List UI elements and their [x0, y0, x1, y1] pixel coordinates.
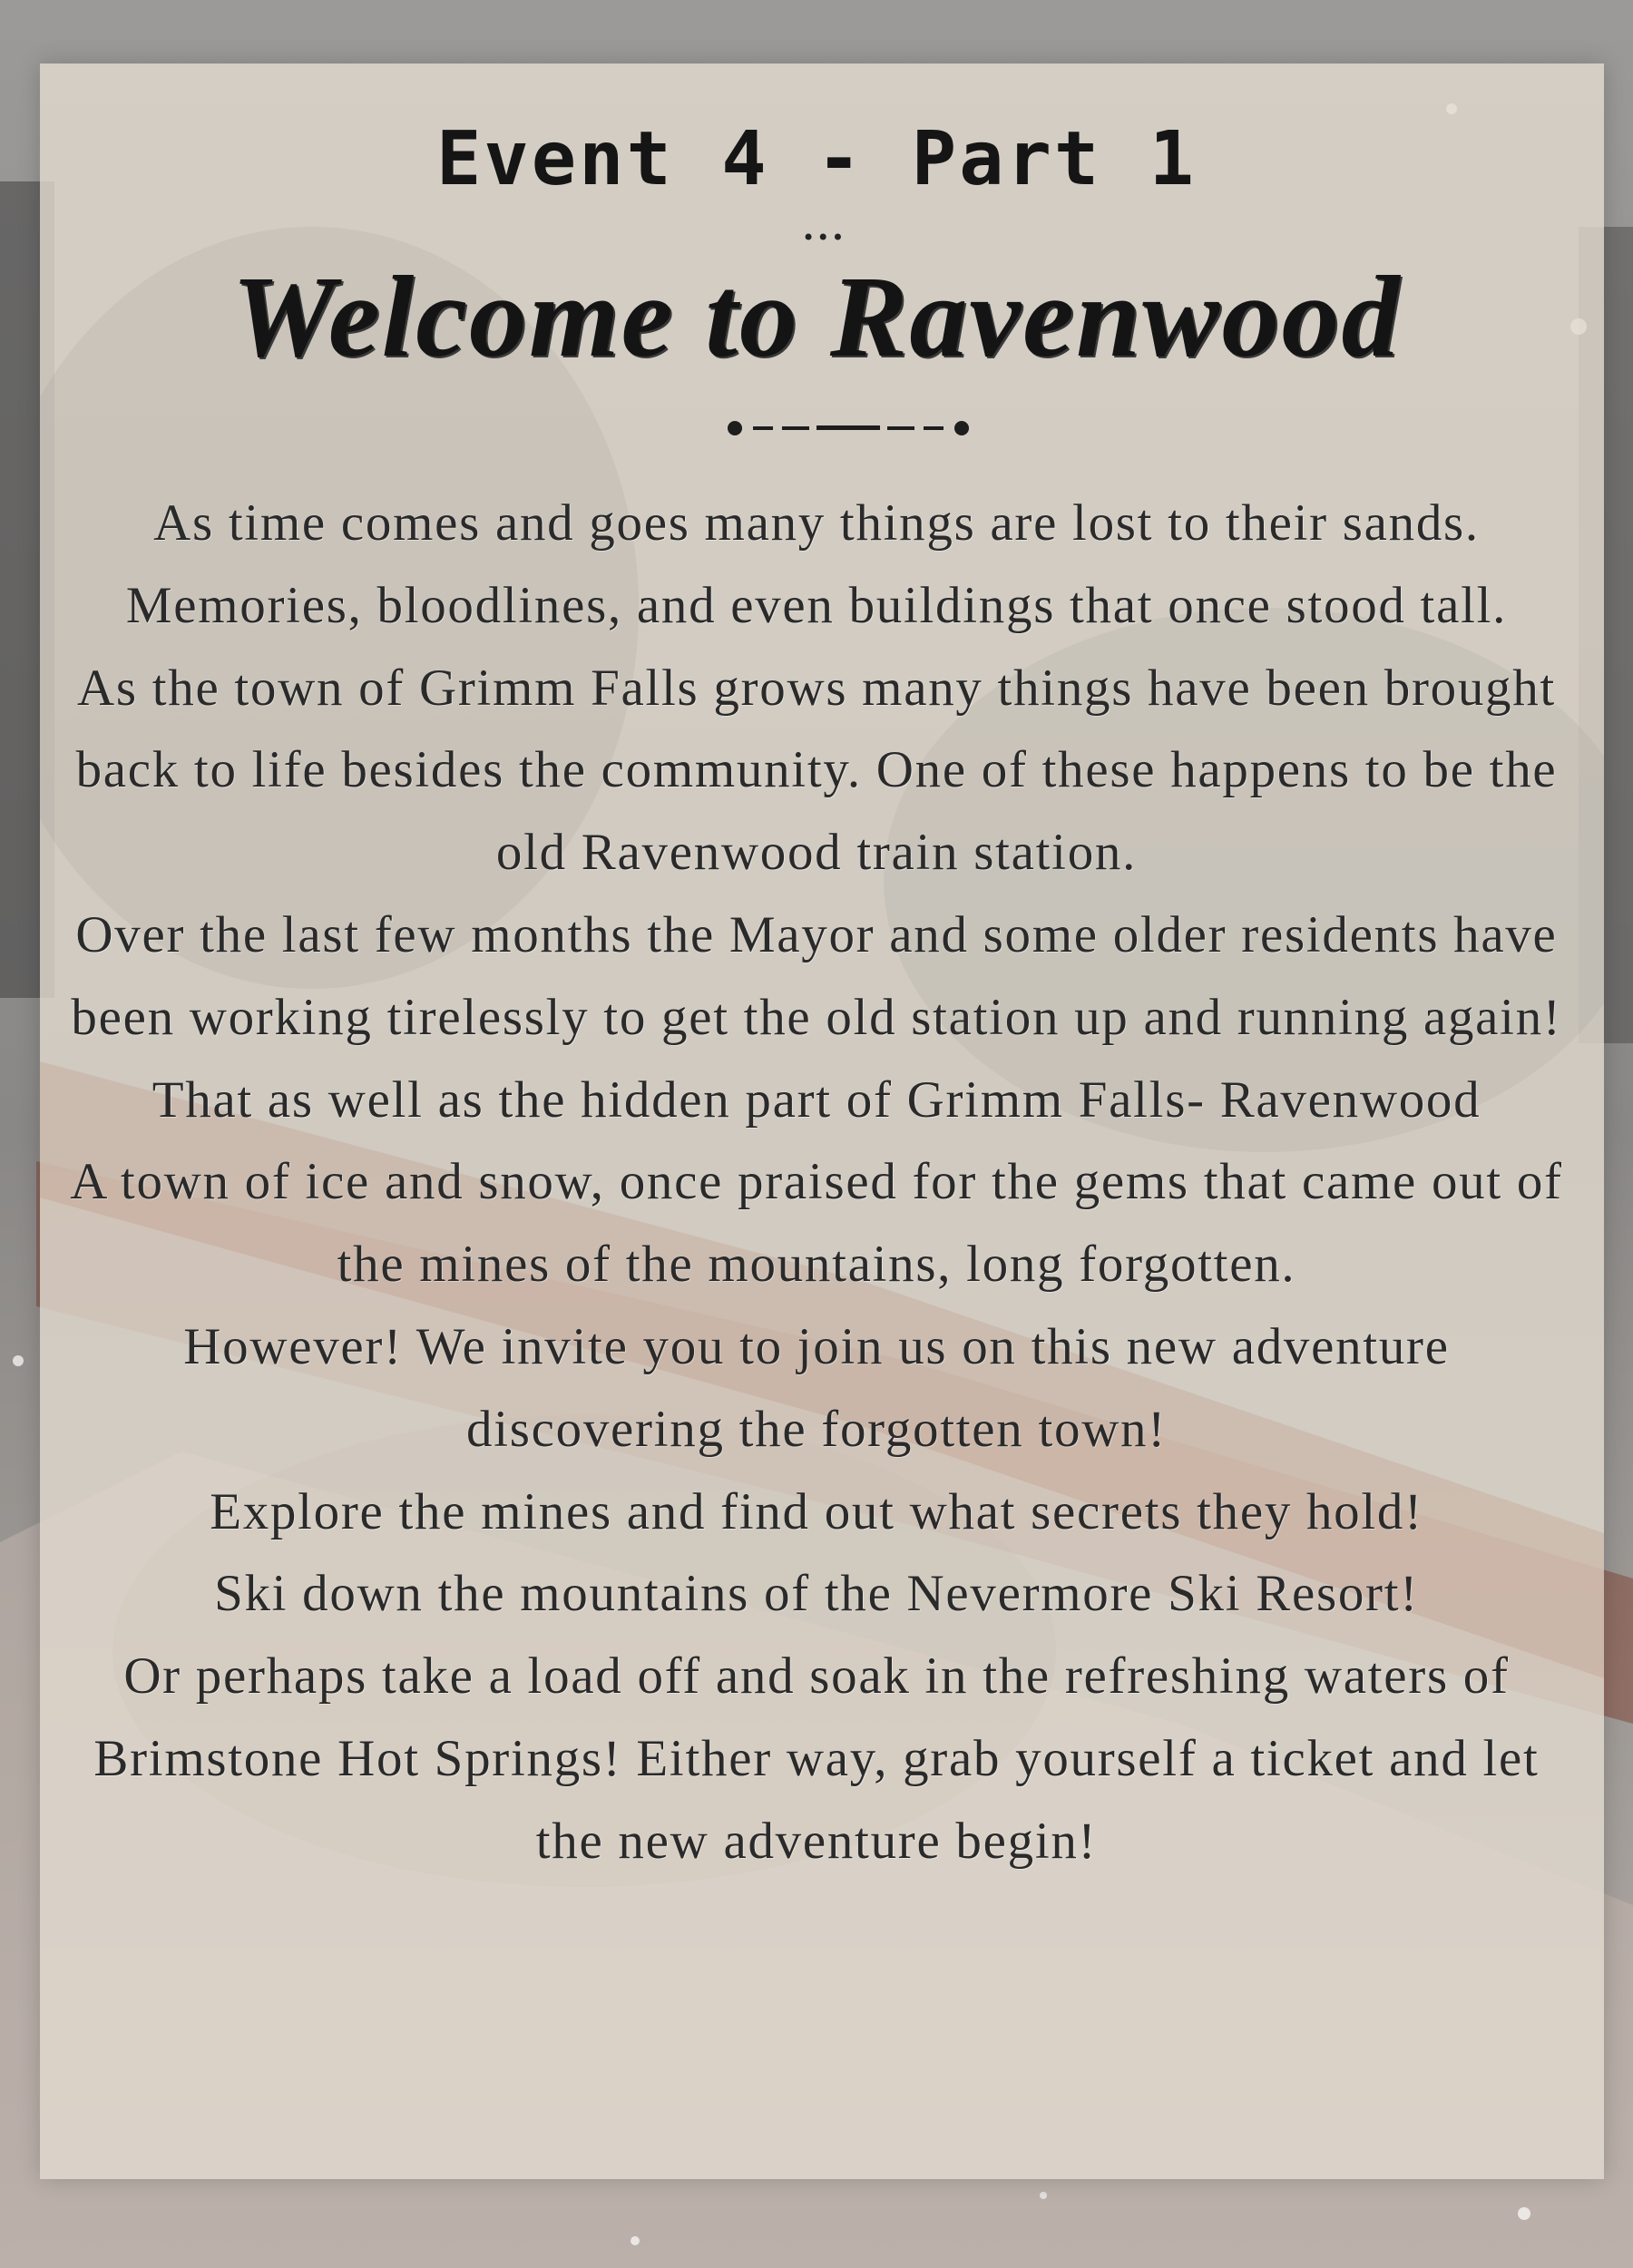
- ornament-dots: •••: [802, 225, 846, 250]
- page-title: Welcome to Ravenwood: [231, 252, 1402, 381]
- paragraph-grimm-falls: As the town of Grimm Falls grows many things have been brought back to life besides the community. One of these happens to be the old Ravenwood train station.: [75, 659, 1558, 882]
- paragraph-hot-springs: Or perhaps take a load off and soak in the refreshing waters of Brimstone Hot Springs! Either way, grab yourself a ticket and let the new adventure begin!: [93, 1647, 1540, 1870]
- paragraph-town-history: A town of ice and snow, once praised for the gems that came out of the mines of the mountains, long forgotten.: [70, 1153, 1563, 1294]
- paragraph-ski: Ski down the mountains of the Nevermore Ski Resort!: [214, 1565, 1419, 1623]
- paragraph-intro: As time comes and goes many things are lost to their sands. Memories, bloodlines, and even buildings that once stood tall.: [125, 494, 1508, 634]
- paragraph-invitation: However! We invite you to join us on this new adventure discovering the forgotten town!: [183, 1317, 1450, 1458]
- event-label: Event 4 - Part 1: [436, 116, 1197, 202]
- body-copy: [54, 483, 1579, 1883]
- paragraph-hidden-part: That as well as the hidden part of Grimm Falls- Ravenwood: [152, 1070, 1481, 1129]
- title-divider-ornament: [726, 412, 971, 445]
- paragraph-mines: Explore the mines and find out what secrets they hold!: [210, 1482, 1423, 1540]
- paragraph-restoration: Over the last few months the Mayor and some older residents have been working tirelessly to get the old station up and running again!: [71, 905, 1562, 1046]
